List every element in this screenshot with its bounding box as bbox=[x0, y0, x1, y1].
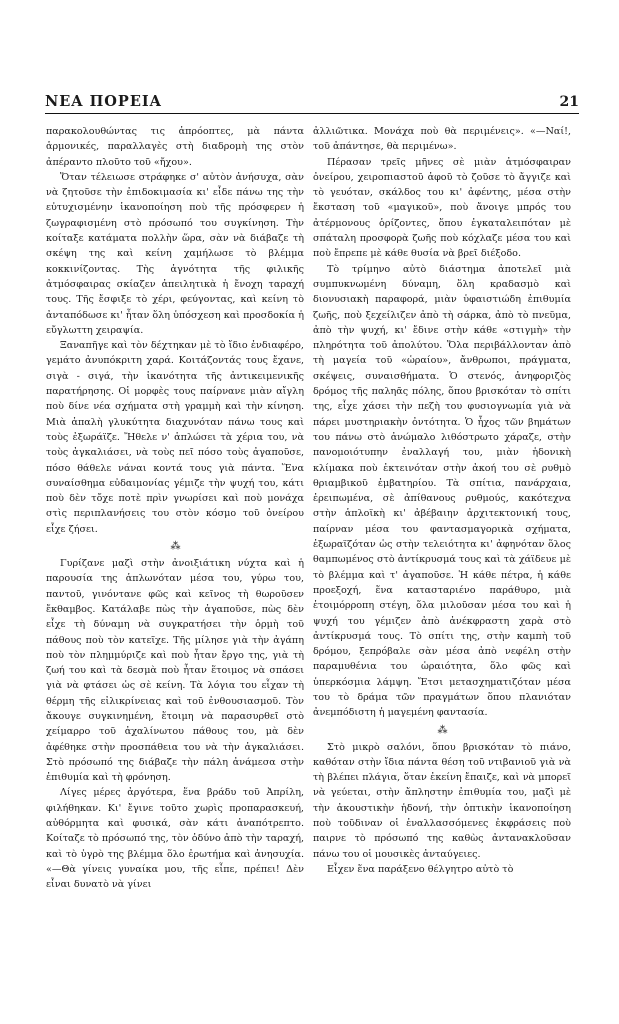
paragraph: Ὅταν τέλειωσε στράφηκε σ' αὐτὸν ἀνήσυχα, σὰν νὰ ζητοῦσε τὴν ἐπιδοκιμασία κι' εἶδε πάνω της τὴν εὐτυχισμένην ἱκανοποίηση ποὺ τῆς πρόσφερεν ἡ ζωγραφισμένη στὸ πρόσωπό του συγκίνηση. Τὴν κοίταξε κατάματα πολλὴν ὥρα, σὰν νὰ διάβαζε τὴ σκέψη της καὶ κείνη χαμήλωσε τὸ βλέμμα κοκκινίζοντας. Τὴς ἀγνότητα τῆς φιλικῆς ἀτμόσφαιρας σκίαζεν ἀπειλητικὰ ἡ ἔνοχη ταραχή τους. Τῆς ἔσφιξε τὸ χέρι, φεύγοντας, καὶ κείνη τὸ ἀνταπόδωσε κι' ἦταν ὅλη ὑπόσχεση καὶ προσδοκία ἡ εὔγλωττη χειραψία. bbox=[46, 171, 304, 336]
page-number: 21 bbox=[559, 94, 579, 110]
paragraph: Ξαναπῆγε καὶ τὸν δέχτηκαν μὲ τὸ ἴδιο ἐνδιαφέρο, γεμάτο ἀνυπόκριτη χαρά. Κοιτάζοντάς τους ἔχανε, σιγὰ - σιγά, τὴν ἱκανότητα τῆς ἀντικειμενικῆς παρατήρησης. Οἱ μορφὲς τους παίρνανε μιὰν αἴγλη ποὺ δίνε νέα σχήματα στὴ γραμμὴ καὶ τὴν κίνηση. Μιὰ ἁπαλὴ γλυκύτητα διαχυνόταν πάνω τους καὶ τοὺς ἐξωράϊζε. Ἤθελε ν' ἁπλώσει τὰ χέρια του, νὰ τοὺς ἀγκαλιάσει, νὰ τοὺς πεῖ πόσο τοὺς ἀγαποῦσε, πόσο θάθελε νάναι κοντά τους γιὰ πάντα. Ἕνα συναίσθημα εὐδαιμονίας γέμιζε τὴν ψυχή του, κάτι ποὺ δὲν τὄχε ποτὲ πρὶν γνωρίσει καὶ ποὺ μονάχα στὶς περιπλανήσεις του στὸν κόσμο τοῦ ὀνείρου εἶχε ζήσει. bbox=[46, 340, 304, 535]
right-column bbox=[313, 124, 571, 877]
running-title: ΝΕΑ ΠΟΡΕΙΑ bbox=[45, 93, 162, 110]
paragraph: Γυρίζανε μαζὶ στὴν ἀνοιξιάτικη νύχτα καὶ ἡ παρουσία της ἁπλωνόταν μέσα του, γύρω του, παντοῦ, γινόντανε φῶς καὶ κεῖνος τὴ θωροῦσεν ἔκθαμβος. Κατάλαβε πὼς τὴν ἀγαποῦσε, πὼς δὲν εἶχε τὴ δύναμη νὰ συγκρατήσει τὴν ὁρμὴ τοῦ πάθους ποὺ τὸν κατεῖχε. Τῆς μίλησε γιὰ τὴν ἀγάπη ποὺ τὸν πλημμύριζε καὶ ποὺ ἦταν ἔργο της, γιὰ τὴ ζωή του καὶ τὰ δεσμὰ ποὺ ἦταν ἕτοιμος νὰ σπάσει γιὰ νὰ φτάσει ὡς σὲ κείνη. Τὰ λόγια του εἶχαν τὴ θέρμη τῆς εἰλικρίνειας καὶ τοῦ ἐνθουσιασμοῦ. Τὸν ἄκουγε συγκινημένη, ἕτοιμη νὰ παρασυρθεῖ στὸ χείμαρρο τοῦ ἀχαλίνωτου πάθους του, μὰ δὲν ἀφέθηκε στὴν προσπάθεια του νὰ τὴν ἀγκαλιάσει. Στὸ πρόσωπό της διάβαζε τὴν πάλη ἀνάμεσα στὴν ἐπιθυμία καὶ τὴ φρόνηση. bbox=[46, 558, 304, 784]
section-separator: ⁂ bbox=[437, 724, 447, 736]
section-separator: ⁂ bbox=[170, 541, 180, 553]
paragraph: Πέρασαν τρεῖς μῆνες σὲ μιὰν ἀτμόσφαιραν ὀνείρου, χειροπιαστοῦ ἀφοῦ τὸ ζοῦσε τὸ ἄγγιζε καὶ τὸ γευόταν, σκάλδος του κι' ἀφέντης, μέσα στὴν ἔκσταση τοῦ «μαγικοῦ», ποὺ ἄνοιγε μπρός του ἀτέρμονους ὁρίζοντες, ὅπου ἐγκαταλειπόταν μὲ σπάταλη προσφορὰ ζωῆς ποὺ κόχλαζε μέσα του καὶ ποὺ ἔπρεπε μὲ κάθε θυσία νὰ βρεῖ διέξοδο. bbox=[313, 156, 571, 260]
paragraph: Λίγες μέρες ἀργότερα, ἕνα βράδυ τοῦ Ἀπρίλη, φιλήθηκαν. Κι' ἔγινε τοῦτο χωρὶς προπαρασκευή, αὐθόρμητα καὶ φυσικά, σὰν κάτι ἀναπότρεπτο. Κοίταζε τὸ πρόσωπό της, τὸν ὀδύνο ἀπὸ τὴν ταραχή, καὶ τὸ ὑγρὸ της βλέμμα ὅλο ἐρωτήμα καὶ ἀνησυχία. «—Θὰ γίνεις γυναίκα μου, τῆς εἶπε, πρέπει! Δὲν εἶναι δυνατὸ νὰ γίνει bbox=[46, 787, 304, 891]
paragraph: Στὸ μικρὸ σαλόνι, ὅπου βρισκόταν τὸ πιάνο, καθόταν στὴν ἴδια πάντα θέση τοῦ ντιβανιοῦ γιὰ νὰ τὴ βλέπει πλάγια, ὅταν ἐκείνη ἔπαιζε, καὶ νὰ μπορεῖ νὰ γεύεται, στὴν ἄπληστην ἐπιθυμία του, μαζὶ μὲ τὴν ἀκουστικὴν ἡδονή, τὴν ὀπτικὴν ἱκανοποίηση ποὺ τοῦδιναν οἱ ἐναλλασσόμενες ἐκφράσεις ποὺ παιρνε τὸ πρόσωπό της καθὼς ἀντανακλοῦσαν πάνω του οἱ μουσικὲς ἀνταύγειες. bbox=[313, 741, 571, 860]
paragraph: Τὸ τρίμηνο αὐτὸ διάστημα ἀποτελεῖ μιὰ συμπυκνωμένη δύναμη, ὅλη κραδασμὸ καὶ διονυσιακὴ παραφορά, μιὰν ὑφαιστιώδη ἐπιθυμία ζωῆς, ποὺ ξεχείλιζεν ἀπὸ τὴ σάρκα, ἀπὸ τὸ πνεῦμα, ἀπὸ τὴν ψυχή, κι' ἔδινε στὴν κάθε «στιγμὴ» τὴν πληρότητα τοῦ ἀπολύτου. Ὅλα περιβάλλονταν ἀπὸ τὴ μαγεία τοῦ «ὡραίου», ἄνθρωποι, πράγματα, σκέψεις, συναισθήματα. Ὁ στενός, ἀνηφοριζὸς δρόμος τῆς παληᾶς πόλης, ὅπου βρισκόταν τὸ σπίτι της, εἶχε χάσει τὴν πεζὴ του φυσιογνωμία γιὰ νὰ πάρει μυστηριακὴν ὀντότητα. Ὁ ἦχος τῶν βημάτων του πάνω στὸ ἀνώμαλο λιθόστρωτο χάραζε, στὴν πανομοιότυπην ἐναλλαγή του, μιὰν ἡδονικὴ κλίμακα ποὺ ἐκτεινόταν στὴν ἀκοή του σὲ ρυθμὸ θριαμβικοῦ ἐμβατηρίου. Τὰ σπίτια, πανάρχαια, ἐρειπωμένα, σὲ ἀπίθανους ρυθμούς, κακότεχνα στὴν ἁπλοϊκὴ κι' ἀβέβαιην ἀρχιτεκτονική τους, παίρναν μέσα του φαντασμαγορικὰ σχήματα, ἐξωραϊζόταν ὡς στὴν τελειότητα κι' ἀφηνόταν ὅλος θαμπωμένος στὸ ἀντίκρυσμά τους καὶ τὰ χάϊδευε μὲ τὸ βλέμμα καὶ τ' ἀγαποῦσε. Ἡ κάθε πέτρα, ἡ κάθε προεξοχή, ἕνα κατασταριένο παράθυρο, μιὰ ἑτοιμόρροπη στέγη, ὅλα μιλοῦσαν μέσα του καὶ ἡ ψυχή του γέμιζεν ἀπὸ ἀνέκφραστη χαρὰ στὸ ἀντίκρυσμά τους. Τὸ σπίτι της, στὴν καμπὴ τοῦ δρόμου, ξεπρόβαλε σὰν μέσα ἀπὸ νεφέλη στὴν παραμυθένια του ὡραιότητα, ὅλο φῶς καὶ ὑπερκόσμια λάμψη. Ἔτσι μετασχηματιζόταν μέσα του τὸ δράμα τῶν πραγμάτων ὅπου πλανιόταν ἀνεμπόδιστη ἡ μαγεμένη φαντασία. bbox=[313, 263, 571, 719]
paragraph: ἀλλιῶτικα. Μονάχα ποὺ θὰ περιμένεις». «—Ναί!, τοῦ ἀπάντησε, θὰ περιμένω». bbox=[313, 126, 571, 153]
paragraph: παρακολουθώντας τις ἀπρόοπτες, μὰ πάντα ἁρμονικές, παραλλαγὲς στὴ διαδρομὴ της στὸν ἀπέραντο πλοῦτο τοῦ «ἤχου». bbox=[46, 126, 304, 168]
left-column bbox=[46, 124, 304, 893]
paragraph: Εἶχεν ἕνα παράξενο θέλγητρο αὐτὸ τὸ bbox=[327, 863, 514, 875]
page-header bbox=[45, 86, 579, 114]
